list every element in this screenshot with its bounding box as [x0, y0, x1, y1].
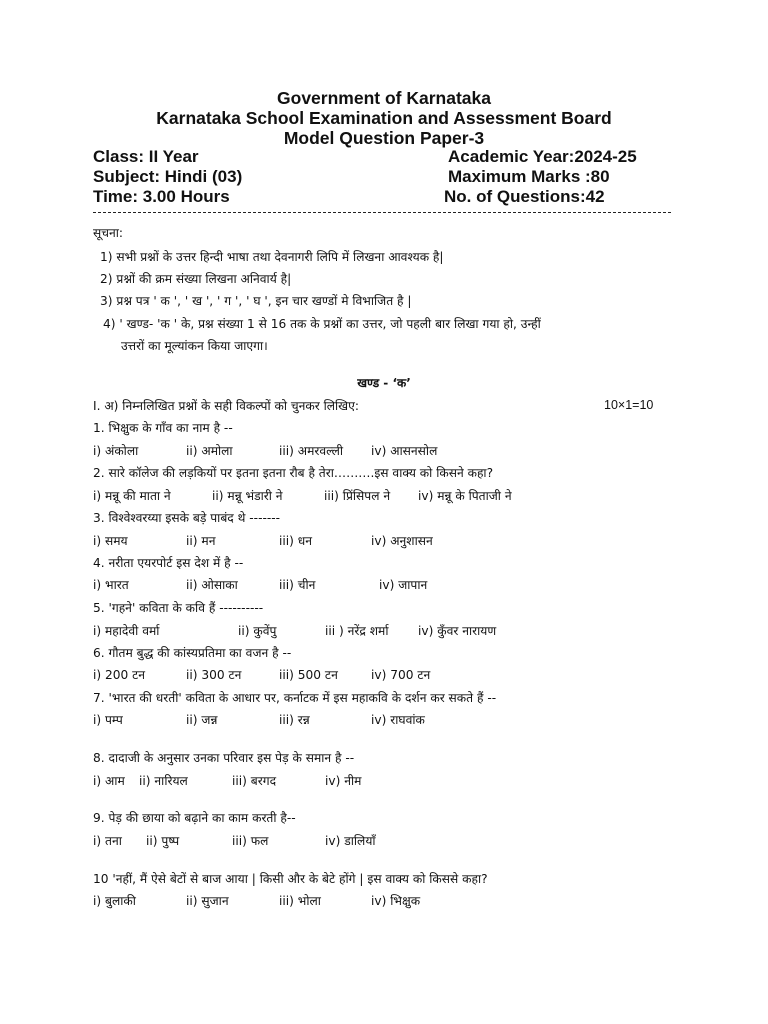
- question-3: 3. विश्वेश्वरय्या इसके बड़े पाबंद थे -------: [93, 511, 281, 525]
- q1-option-1: i) अंकोला: [93, 444, 139, 458]
- q9-option-3: iii) फल: [232, 834, 269, 848]
- q2-option-2: ii) मन्नू भंडारी ने: [212, 489, 283, 503]
- q3-option-3: iii) धन: [279, 534, 313, 548]
- q3-option-4: iv) अनुशासन: [371, 534, 433, 548]
- class-label: Class: II Year: [93, 147, 199, 166]
- q1-option-4: iv) आसनसोल: [371, 444, 438, 458]
- subject-label: Subject: Hindi (03): [93, 167, 243, 186]
- instruction-4: 4) ' खण्ड- 'क ' के, प्रश्न संख्या 1 से 16 तक के प्रश्नों का उत्तर, जो पहली बार लिखा गया हो, उन्हीं: [103, 317, 541, 331]
- q4-option-1: i) भारत: [93, 578, 129, 592]
- instruction-3: 3) प्रश्न पत्र ' क ', ' ख ', ' ग ', ' घ ', इन चार खण्डों मे विभाजित है |: [100, 294, 412, 308]
- q5-option-2: ii) कुवेंपु: [238, 624, 277, 638]
- q7-option-4: iv) राघवांक: [371, 713, 425, 727]
- q5-option-4: iv) कुँवर नारायण: [418, 624, 497, 638]
- q10-option-4: iv) भिक्षुक: [371, 894, 421, 908]
- max-marks: Maximum Marks :80: [448, 167, 610, 186]
- q10-option-2: ii) सुजान: [186, 894, 229, 908]
- q1-option-2: ii) अमोला: [186, 444, 233, 458]
- q8-option-2: ii) नारियल: [139, 774, 188, 788]
- q4-option-3: iii) चीन: [279, 578, 316, 592]
- header-paper: Model Question Paper-3: [283, 128, 485, 148]
- q9-option-4: iv) डालियाँ: [325, 834, 376, 848]
- dashed-divider: [93, 212, 671, 213]
- q10-option-1: i) बुलाकी: [93, 894, 136, 908]
- q7-option-2: ii) जन्न: [186, 713, 218, 727]
- instruction-4-cont: उत्तरों का मूल्यांकन किया जाएगा।: [121, 339, 268, 353]
- q2-option-3: iii) प्रिंसिपल ने: [324, 489, 391, 503]
- q3-option-1: i) समय: [93, 534, 128, 548]
- q4-option-4: iv) जापान: [379, 578, 428, 592]
- q5-option-3: iii ) नरेंद्र शर्मा: [325, 624, 389, 638]
- q1-option-3: iii) अमरवल्ली: [279, 444, 344, 458]
- q6-option-3: iii) 500 टन: [279, 668, 338, 682]
- question-9: 9. पेड़ की छाया को बढ़ाने का काम करती है--: [93, 811, 296, 825]
- question-5: 5. 'गहने' कविता के कवि हैं ----------: [93, 601, 264, 615]
- q8-option-4: iv) नीम: [325, 774, 362, 788]
- instructions-title: सूचना:: [93, 226, 124, 240]
- header-government: Government of Karnataka: [277, 88, 491, 108]
- section-instruction: I. अ) निम्नलिखित प्रश्नों के सही विकल्पों को चुनकर लिखिए:: [93, 399, 359, 413]
- questions-count: No. of Questions:42: [444, 187, 605, 206]
- question-7: 7. 'भारत की धरती' कविता के आधार पर, कर्नाटक में इस महाकवि के दर्शन कर सकते हैं --: [93, 691, 497, 705]
- q9-option-2: ii) पुष्प: [146, 834, 180, 848]
- header-board: Karnataka School Examination and Assessment Board: [156, 108, 612, 128]
- section-title: खण्ड - ‘क’: [357, 376, 411, 390]
- q4-option-2: ii) ओसाका: [186, 578, 238, 592]
- q6-option-2: ii) 300 टन: [186, 668, 242, 682]
- question-2: 2. सारे कॉलेज की लड़कियों पर इतना इतना रौब है तेरा……….इस वाक्य को किसने कहा?: [93, 466, 494, 480]
- instruction-2: 2) प्रश्नों की क्रम संख्या लिखना अनिवार्य है|: [100, 272, 292, 286]
- question-10: 10 'नहीं, मैं ऐसे बेटों से बाज आया | किसी और के बेटे होंगे | इस वाक्य को किससे कहा?: [93, 872, 488, 886]
- q8-option-1: i) आम: [93, 774, 125, 788]
- instruction-1: 1) सभी प्रश्नों के उत्तर हिन्दी भाषा तथा देवनागरी लिपि में लिखना आवश्यक है|: [100, 250, 444, 264]
- q6-option-4: iv) 700 टन: [371, 668, 431, 682]
- section-marks: 10×1=10: [604, 398, 654, 412]
- q10-option-3: iii) भोला: [279, 894, 321, 908]
- q9-option-1: i) तना: [93, 834, 122, 848]
- q3-option-2: ii) मन: [186, 534, 216, 548]
- academic-year: Academic Year:2024-25: [448, 147, 637, 166]
- q2-option-1: i) मन्नू की माता ने: [93, 489, 171, 503]
- question-8: 8. दादाजी के अनुसार उनका परिवार इस पेड़ के समान है --: [93, 751, 355, 765]
- q2-option-4: iv) मन्नू के पिताजी ने: [418, 489, 512, 503]
- q5-option-1: i) महादेवी वर्मा: [93, 624, 160, 638]
- q6-option-1: i) 200 टन: [93, 668, 146, 682]
- question-4: 4. नरीता एयरपोर्ट इस देश में है --: [93, 556, 244, 570]
- q7-option-1: i) पम्प: [93, 713, 123, 727]
- q7-option-3: iii) रन्न: [279, 713, 310, 727]
- question-6: 6. गौतम बुद्ध की कांस्यप्रतिमा का वजन है --: [93, 646, 292, 660]
- q8-option-3: iii) बरगद: [232, 774, 277, 788]
- time-label: Time: 3.00 Hours: [93, 187, 230, 206]
- question-1: 1. भिक्षुक के गाँव का नाम है --: [93, 421, 233, 435]
